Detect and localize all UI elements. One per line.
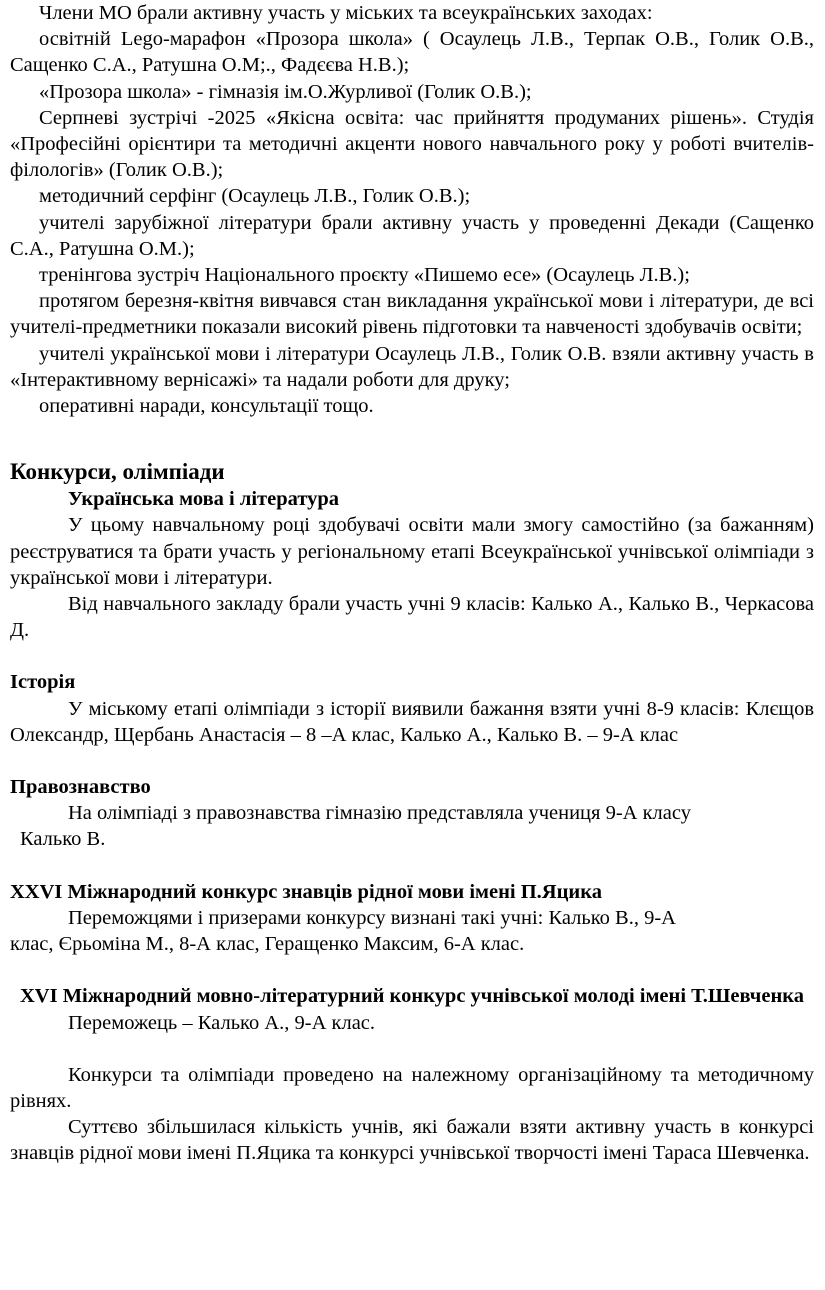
spacer bbox=[10, 748, 814, 774]
contests-section bbox=[10, 458, 814, 1166]
ukrainian-paragraph-1: У цьому навчальному році здобувачі освіти мали змогу самостійно (за бажанням) реєструватися та брати участь у регіональному етапі Всеукраїнської учнівської олімпіади з української мови і літератури. bbox=[10, 514, 814, 589]
history-title: Історія bbox=[10, 671, 76, 694]
yatsyk-title: XXVI Міжнародний конкурс знавців рідної мови імені П.Яцика bbox=[10, 880, 602, 903]
events-section bbox=[10, 0, 814, 419]
event-item: учителі української мови і літератури Осаулець Л.В., Голик О.В. взяли активну участь в «Інтерактивному вернісажі» та надали роботи для друку; bbox=[10, 342, 814, 391]
yatsyk-line-2: клас, Єрьоміна М., 8-А клас, Геращенко Максим, 6-А клас. bbox=[10, 933, 525, 956]
event-item: протягом березня-квітня вивчався стан викладання української мови і літератури, де всі учителі-предметники показали високий рівень підготовки та навченості здобувачів освіти; bbox=[10, 290, 814, 339]
yatsyk-line-1: Переможцями і призерами конкурсу визнані такі учні: Калько В., 9-А bbox=[68, 906, 676, 929]
ukrainian-title: Українська мова і література bbox=[68, 488, 340, 511]
law-line-2: Калько В. bbox=[20, 828, 106, 851]
shevchenko-title: XVI Міжнародний мовно-літературний конкурс учнівської молоді імені Т.Шевченка bbox=[20, 985, 805, 1008]
shevchenko-paragraph: Переможець – Калько А., 9-А клас. bbox=[68, 1011, 376, 1034]
event-item: оперативні наради, консультації тощо. bbox=[39, 395, 374, 418]
spacer bbox=[10, 1036, 814, 1062]
event-item: освітній Lego-марафон «Прозора школа» ( Осаулець Л.В., Терпак О.В., Голик О.В., Сащенко С.А., Ратушна О.М;., Фадєєва Н.В.); bbox=[10, 28, 814, 77]
spacer bbox=[10, 853, 814, 879]
law-title: Правознавство bbox=[10, 776, 151, 799]
event-item: «Прозора школа» - гімназія ім.О.Журливої (Голик О.В.); bbox=[39, 80, 532, 103]
summary-paragraph-2: Суттєво збільшилася кількість учнів, які бажали взяти активну участь в конкурсі знавців рідної мови імені П.Яцика та конкурсі учнівської творчості імені Тараса Шевченка. bbox=[10, 1116, 814, 1165]
spacer bbox=[10, 643, 814, 669]
event-item: методичний серфінг (Осаулець Л.В., Голик О.В.); bbox=[39, 185, 471, 208]
summary-paragraph-1: Конкурси та олімпіади проведено на належному організаційному та методичному рівнях. bbox=[10, 1063, 814, 1112]
spacer bbox=[10, 419, 814, 445]
history-paragraph: У міському етапі олімпіади з історії виявили бажання взяти учні 8-9 класів: Клєщов Олександр, Щербань Анастасія – 8 –А клас, Калько А., Калько В. – 9-А клас bbox=[10, 697, 814, 746]
ukrainian-paragraph-2: Від навчального закладу брали участь учні 9 класів: Калько А., Калько В., Черкасова Д. bbox=[10, 593, 814, 642]
event-item: учителі зарубіжної літератури брали активну участь у проведенні Декади (Сащенко С.А., Ратушна О.М.); bbox=[10, 211, 814, 260]
events-intro: Члени МО брали активну участь у міських та всеукраїнських заходах: bbox=[39, 2, 653, 24]
event-item: Серпневі зустрічі -2025 «Якісна освіта: час прийняття продуманих рішень». Студія «Професійні орієнтири та методичні акценти нового навчального року у роботі вчителів-філологів» (Голик О.В.); bbox=[10, 106, 814, 182]
spacer bbox=[10, 957, 814, 983]
contests-heading: Конкурси, олімпіади bbox=[10, 459, 225, 485]
law-line-1: На олімпіаді з правознавства гімназію представляла учениця 9-А класу bbox=[68, 802, 691, 825]
event-item: тренінгова зустріч Національного проєкту «Пишемо есе» (Осаулець Л.В.); bbox=[39, 264, 690, 287]
